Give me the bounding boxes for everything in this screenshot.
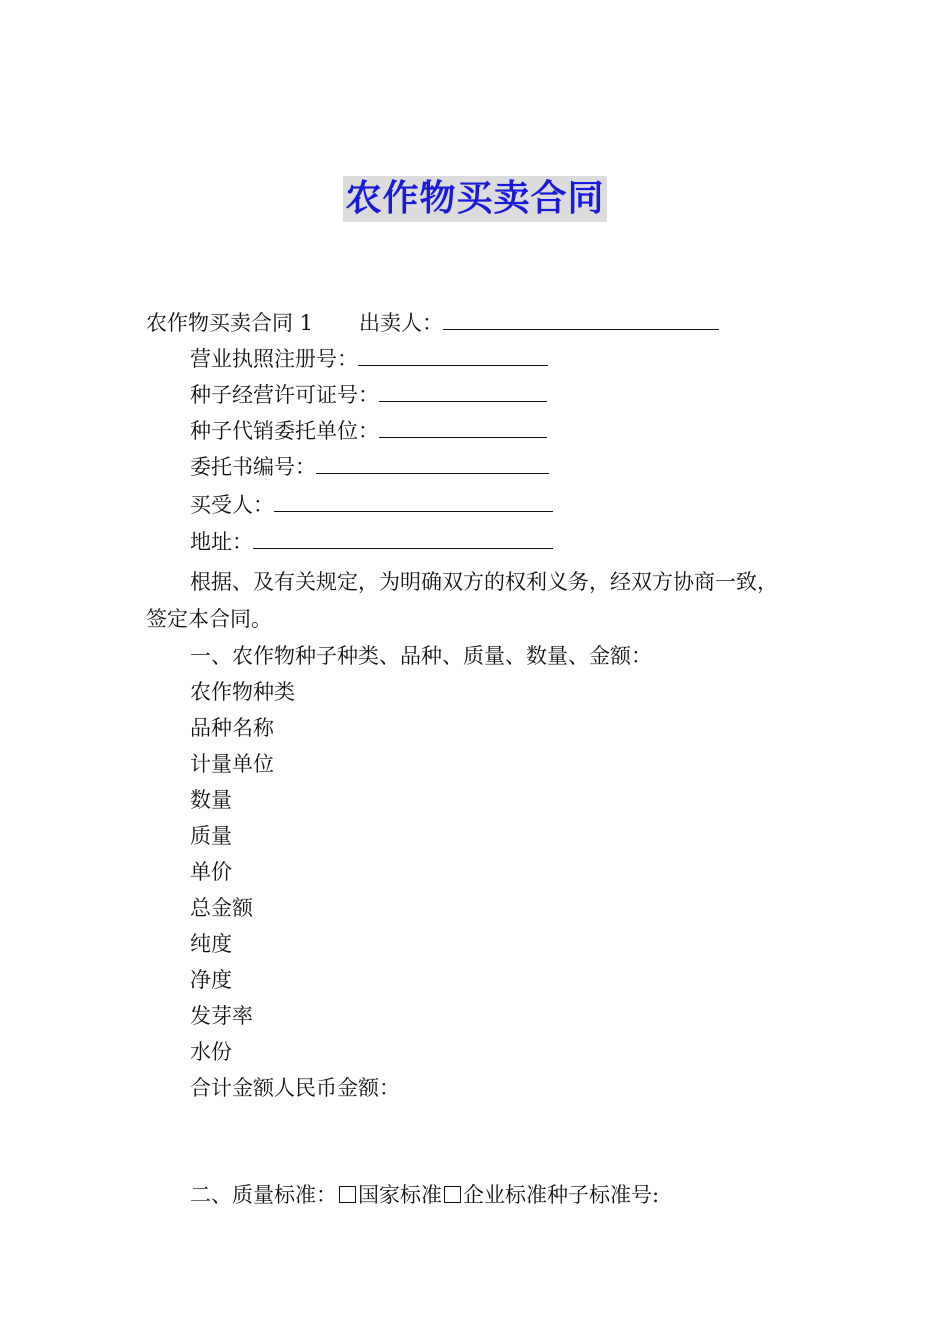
field-label: 地址：	[190, 530, 253, 554]
field-seed-license	[190, 379, 547, 410]
field-buyer	[190, 489, 553, 520]
list-item: 计量单位	[190, 752, 274, 776]
document-title: 农作物买卖合同	[343, 176, 606, 222]
field-blank[interactable]	[379, 415, 547, 438]
field-label: 种子经营许可证号：	[190, 383, 379, 407]
field-authorization-no	[190, 451, 549, 482]
field-label: 委托书编号：	[190, 455, 316, 479]
list-item: 农作物种类	[190, 680, 295, 704]
field-blank[interactable]	[379, 379, 547, 402]
contract-number: 农作物买卖合同 1	[146, 311, 314, 335]
section-2-quality	[190, 1180, 659, 1210]
field-label: 买受人：	[190, 493, 274, 517]
list-item: 单价	[190, 860, 232, 884]
field-business-license	[190, 343, 548, 374]
enterprise-standard-checkbox[interactable]	[444, 1186, 461, 1203]
field-blank[interactable]	[358, 343, 548, 366]
list-item: 数量	[190, 788, 232, 812]
intro-line-2: 签定本合同。	[146, 607, 272, 631]
enterprise-standard-label: 企业标准种子标准号:	[463, 1183, 660, 1207]
list-item: 净度	[190, 968, 232, 992]
list-item: 质量	[190, 824, 232, 848]
field-blank[interactable]	[253, 526, 553, 549]
national-standard-label: 国家标准	[358, 1183, 442, 1207]
section-2-prefix: 二、质量标准：	[190, 1183, 337, 1207]
intro-line-1: 根据、及有关规定，为明确双方的权利义务，经双方协商一致，	[190, 570, 778, 594]
list-item: 纯度	[190, 932, 232, 956]
list-item: 品种名称	[190, 716, 274, 740]
seller-label: 出卖人：	[359, 311, 444, 335]
field-agent-unit	[190, 415, 547, 446]
section-1-heading: 一、农作物种子种类、品种、质量、数量、金额：	[190, 644, 652, 668]
field-label: 种子代销委托单位：	[190, 419, 379, 443]
header-line	[146, 307, 719, 338]
national-standard-checkbox[interactable]	[339, 1186, 356, 1203]
list-item: 水份	[190, 1040, 232, 1064]
field-label: 营业执照注册号：	[190, 347, 358, 371]
title-wrap	[0, 176, 950, 222]
list-item: 总金额	[190, 896, 253, 920]
field-blank[interactable]	[316, 451, 549, 474]
seller-blank[interactable]	[443, 307, 719, 330]
list-item: 发芽率	[190, 1004, 253, 1028]
field-blank[interactable]	[274, 489, 553, 512]
field-address	[190, 526, 553, 557]
total-amount-label: 合计金额人民币金额：	[190, 1076, 400, 1100]
